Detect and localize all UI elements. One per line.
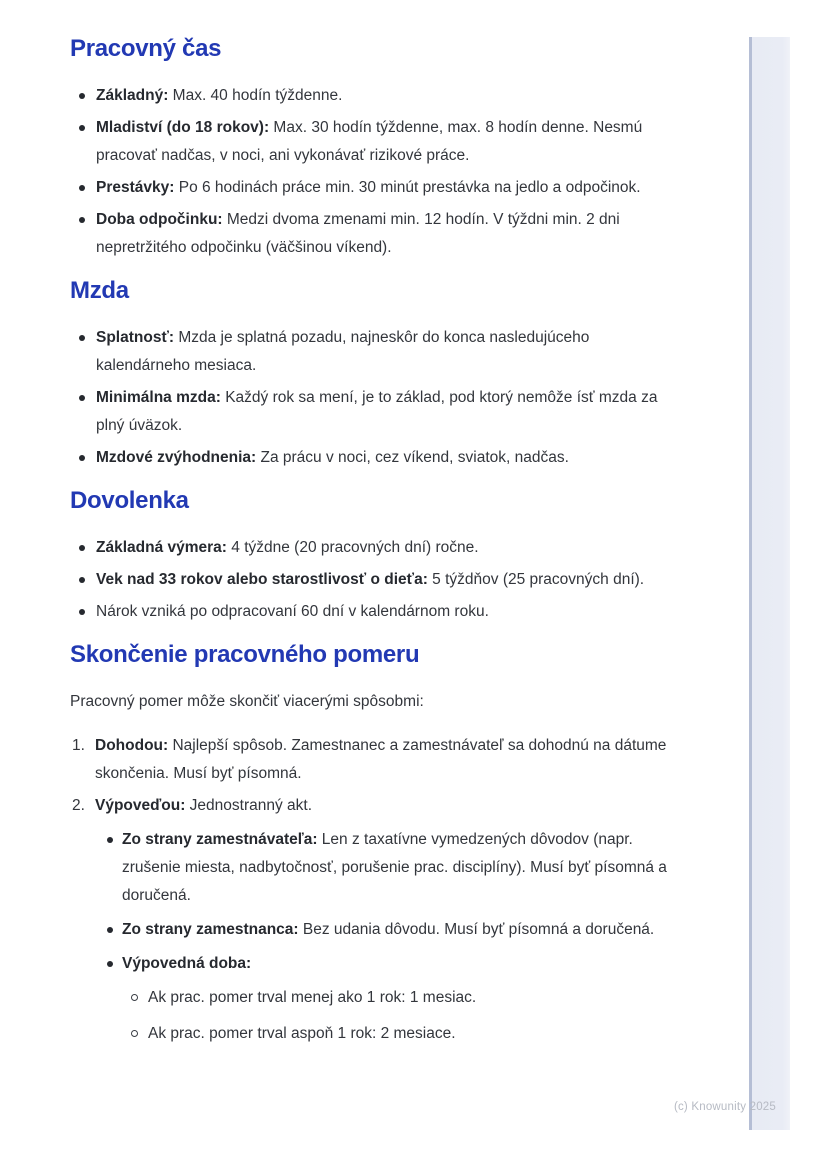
item-text: Max. 40 hodín týždenne. xyxy=(168,87,343,104)
page-edge-bar xyxy=(749,37,790,1130)
item-lead: Zo strany zamestnávateľa: xyxy=(122,831,318,848)
bullet-list xyxy=(70,324,682,472)
item-text: Nárok vzniká po odpracovaní 60 dní v kalendárnom roku. xyxy=(96,603,489,620)
list-item xyxy=(70,174,682,202)
sub-sub-list-item xyxy=(122,984,682,1012)
bullet-list xyxy=(70,82,682,262)
numbered-item xyxy=(70,732,682,788)
item-lead: Výpoveďou: xyxy=(95,797,186,814)
sub-list-item xyxy=(95,916,682,944)
section-intro: Pracovný pomer môže skončiť viacerými spôsobmi: xyxy=(70,693,424,710)
section-title-pracovny-cas: Pracovný čas xyxy=(70,35,222,62)
section-pracovny-cas xyxy=(70,36,682,262)
copyright-footer: (c) Knowunity 2025 xyxy=(673,1101,776,1113)
item-text: Každý rok sa mení, je to základ, pod ktorý nemôže ísť mzda za plný úväzok. xyxy=(96,389,658,434)
section-title-skoncenie: Skončenie pracovného pomeru xyxy=(70,641,420,668)
sub-sub-bullet-list xyxy=(122,984,682,1048)
item-text: Jednostranný akt. xyxy=(185,797,313,814)
item-text: Mzda je splatná pozadu, najneskôr do konca nasledujúceho kalendárneho mesiaca. xyxy=(96,329,590,374)
item-lead: Výpovedná doba: xyxy=(122,955,252,972)
item-text: Za prácu v noci, cez víkend, sviatok, nadčas. xyxy=(256,449,569,466)
section-title-dovolenka: Dovolenka xyxy=(70,487,189,514)
section-dovolenka xyxy=(70,488,682,626)
section-skoncenie-pomeru xyxy=(70,642,682,1048)
item-text: Len z taxatívne vymedzených dôvodov (napr. zrušenie miesta, nadbytočnosť, porušenie prac. disciplíny). Musí byť písomná a doručená. xyxy=(122,831,667,904)
item-text: Bez udania dôvodu. Musí byť písomná a doručená. xyxy=(298,921,655,938)
item-lead: Vek nad 33 rokov alebo starostlivosť o dieťa: xyxy=(96,571,428,588)
sub-sub-list-item xyxy=(122,1020,682,1048)
list-number: 1. xyxy=(72,737,85,754)
item-lead: Základný: xyxy=(96,87,169,104)
item-lead: Zo strany zamestnanca: xyxy=(122,921,299,938)
list-item xyxy=(70,82,682,110)
list-item xyxy=(70,384,682,440)
item-lead: Mzdové zvýhodnenia: xyxy=(96,449,257,466)
list-number: 2. xyxy=(72,797,85,814)
section-title-mzda: Mzda xyxy=(70,277,129,304)
item-text: 5 týždňov (25 pracovných dní). xyxy=(427,571,645,588)
list-item xyxy=(70,566,682,594)
list-item xyxy=(70,598,682,626)
item-text: 4 týždne (20 pracovných dní) ročne. xyxy=(226,539,479,556)
numbered-list xyxy=(70,732,682,1048)
item-lead: Doba odpočinku: xyxy=(96,211,223,228)
document-content xyxy=(70,36,682,1056)
item-lead: Prestávky: xyxy=(96,179,175,196)
sub-bullet-list xyxy=(95,826,682,1048)
item-lead: Minimálna mzda: xyxy=(96,389,221,406)
sub-list-item xyxy=(95,826,682,910)
list-item xyxy=(70,534,682,562)
item-text: Po 6 hodinách práce min. 30 minút prestávka na jedlo a odpočinok. xyxy=(174,179,641,196)
section-mzda xyxy=(70,278,682,472)
item-lead: Dohodou: xyxy=(95,737,169,754)
item-text: Ak prac. pomer trval aspoň 1 rok: 2 mesiace. xyxy=(148,1025,456,1042)
item-text: Ak prac. pomer trval menej ako 1 rok: 1 mesiac. xyxy=(148,989,477,1006)
item-lead: Splatnosť: xyxy=(96,329,175,346)
item-lead: Mladiství (do 18 rokov): xyxy=(96,119,270,136)
item-text: Medzi dvoma zmenami min. 12 hodín. V týždni min. 2 dni nepretržitého odpočinku (väčšinou víkend). xyxy=(96,211,620,256)
item-text: Najlepší spôsob. Zamestnanec a zamestnávateľ sa dohodnú na dátume skončenia. Musí byť písomná. xyxy=(95,737,667,782)
list-item xyxy=(70,114,682,170)
list-item xyxy=(70,206,682,262)
numbered-item xyxy=(70,792,682,1048)
bullet-list xyxy=(70,534,682,626)
sub-list-item xyxy=(95,950,682,1048)
item-text: Max. 30 hodín týždenne, max. 8 hodín denne. Nesmú pracovať nadčas, v noci, ani vykonávať rizikové práce. xyxy=(96,119,643,164)
item-lead: Základná výmera: xyxy=(96,539,227,556)
list-item xyxy=(70,324,682,380)
list-item xyxy=(70,444,682,472)
